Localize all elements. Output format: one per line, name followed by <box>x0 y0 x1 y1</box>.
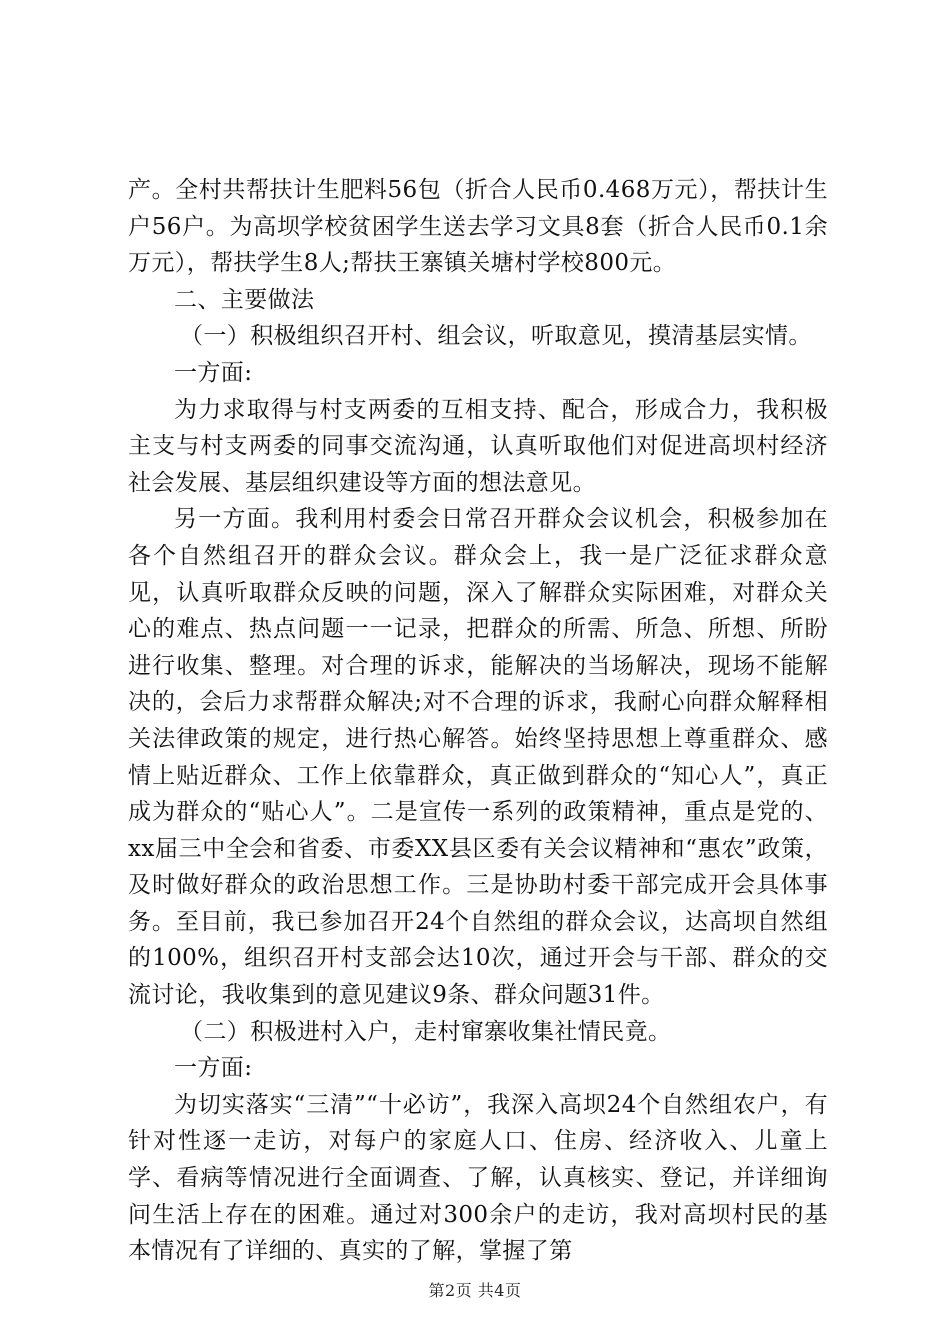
paragraph-household-visits: 为切实落实“三清”“十必访”，我深入高坝24个自然组农户，有针对性逐一走访，对每户的家庭人口、住房、经济收入、儿童上学、看病等情况进行全面调查、了解，认真核实、登记，并详细询问生活上存在的困难。通过对300余户的走访，我对高坝村民的基本情况有了详细的、真实的了解，掌握了第 <box>128 1091 828 1265</box>
paragraph-mass-meetings: 另一方面。我利用村委会日常召开群众会议机会，积极参加在各个自然组召开的群众会议。群众会上，我一是广泛征求群众意见，认真听取群众反映的问题，深入了解群众实际困难，对群众关心的难点、热点问题一一记录，把群众的所需、所急、所想、所盼进行收集、整理。对合理的诉求，能解决的当场解决，现场不能解决的，会后力求帮群众解决;对不合理的诉求，我耐心向群众解释相关法律政策的规定，进行热心解答。始终坚持思想上尊重群众、感情上贴近群众、工作上依靠群众，真正做到群众的“知心人”，真正成为群众的“贴心人”。二是宣传一系列的政策精神，重点是党的、xx届三中全会和省委、市委XX县区委有关会议精神和“惠农”政策，及时做好群众的政治思想工作。三是协助村委干部完成开会具体事务。至目前，我已参加召开24个自然组的群众会议，达高坝自然组的100%，组织召开村支部会达10次，通过开会与干部、群众的交流讨论，我收集到的意见建议9条、群众问题31件。 <box>128 506 828 1009</box>
document-body <box>128 172 828 1270</box>
subsection-heading-home-visits: （二）积极进村入户，走村窜寨收集社情民竟。 <box>180 1018 672 1045</box>
section-heading-main-methods: 二、主要做法 <box>174 286 315 313</box>
paragraph-cooperation: 为力求取得与村支两委的互相支持、配合，形成合力，我积极主支与村支两委的同事交流沟通，认真听取他们对促进高坝村经济社会发展、基层组织建设等方面的想法意见。 <box>128 396 828 496</box>
paragraph-on-one-hand-1: 一方面: <box>174 359 253 386</box>
paragraph-on-one-hand-2: 一方面: <box>174 1055 253 1082</box>
paragraph-assistance-summary: 产。全村共帮扶计生肥料56包（折合人民币0.468万元），帮扶计生户56户。为高坝学校贫困学生送去学习文具8套（折合人民币0.1余万元），帮扶学生8人;帮扶王寨镇关塘村学校800元。 <box>128 177 828 277</box>
page-footer: 第2页 共4页 <box>428 1281 522 1300</box>
subsection-heading-meetings: （一）积极组织召开村、组会议，听取意见，摸清基层实情。 <box>180 323 812 350</box>
